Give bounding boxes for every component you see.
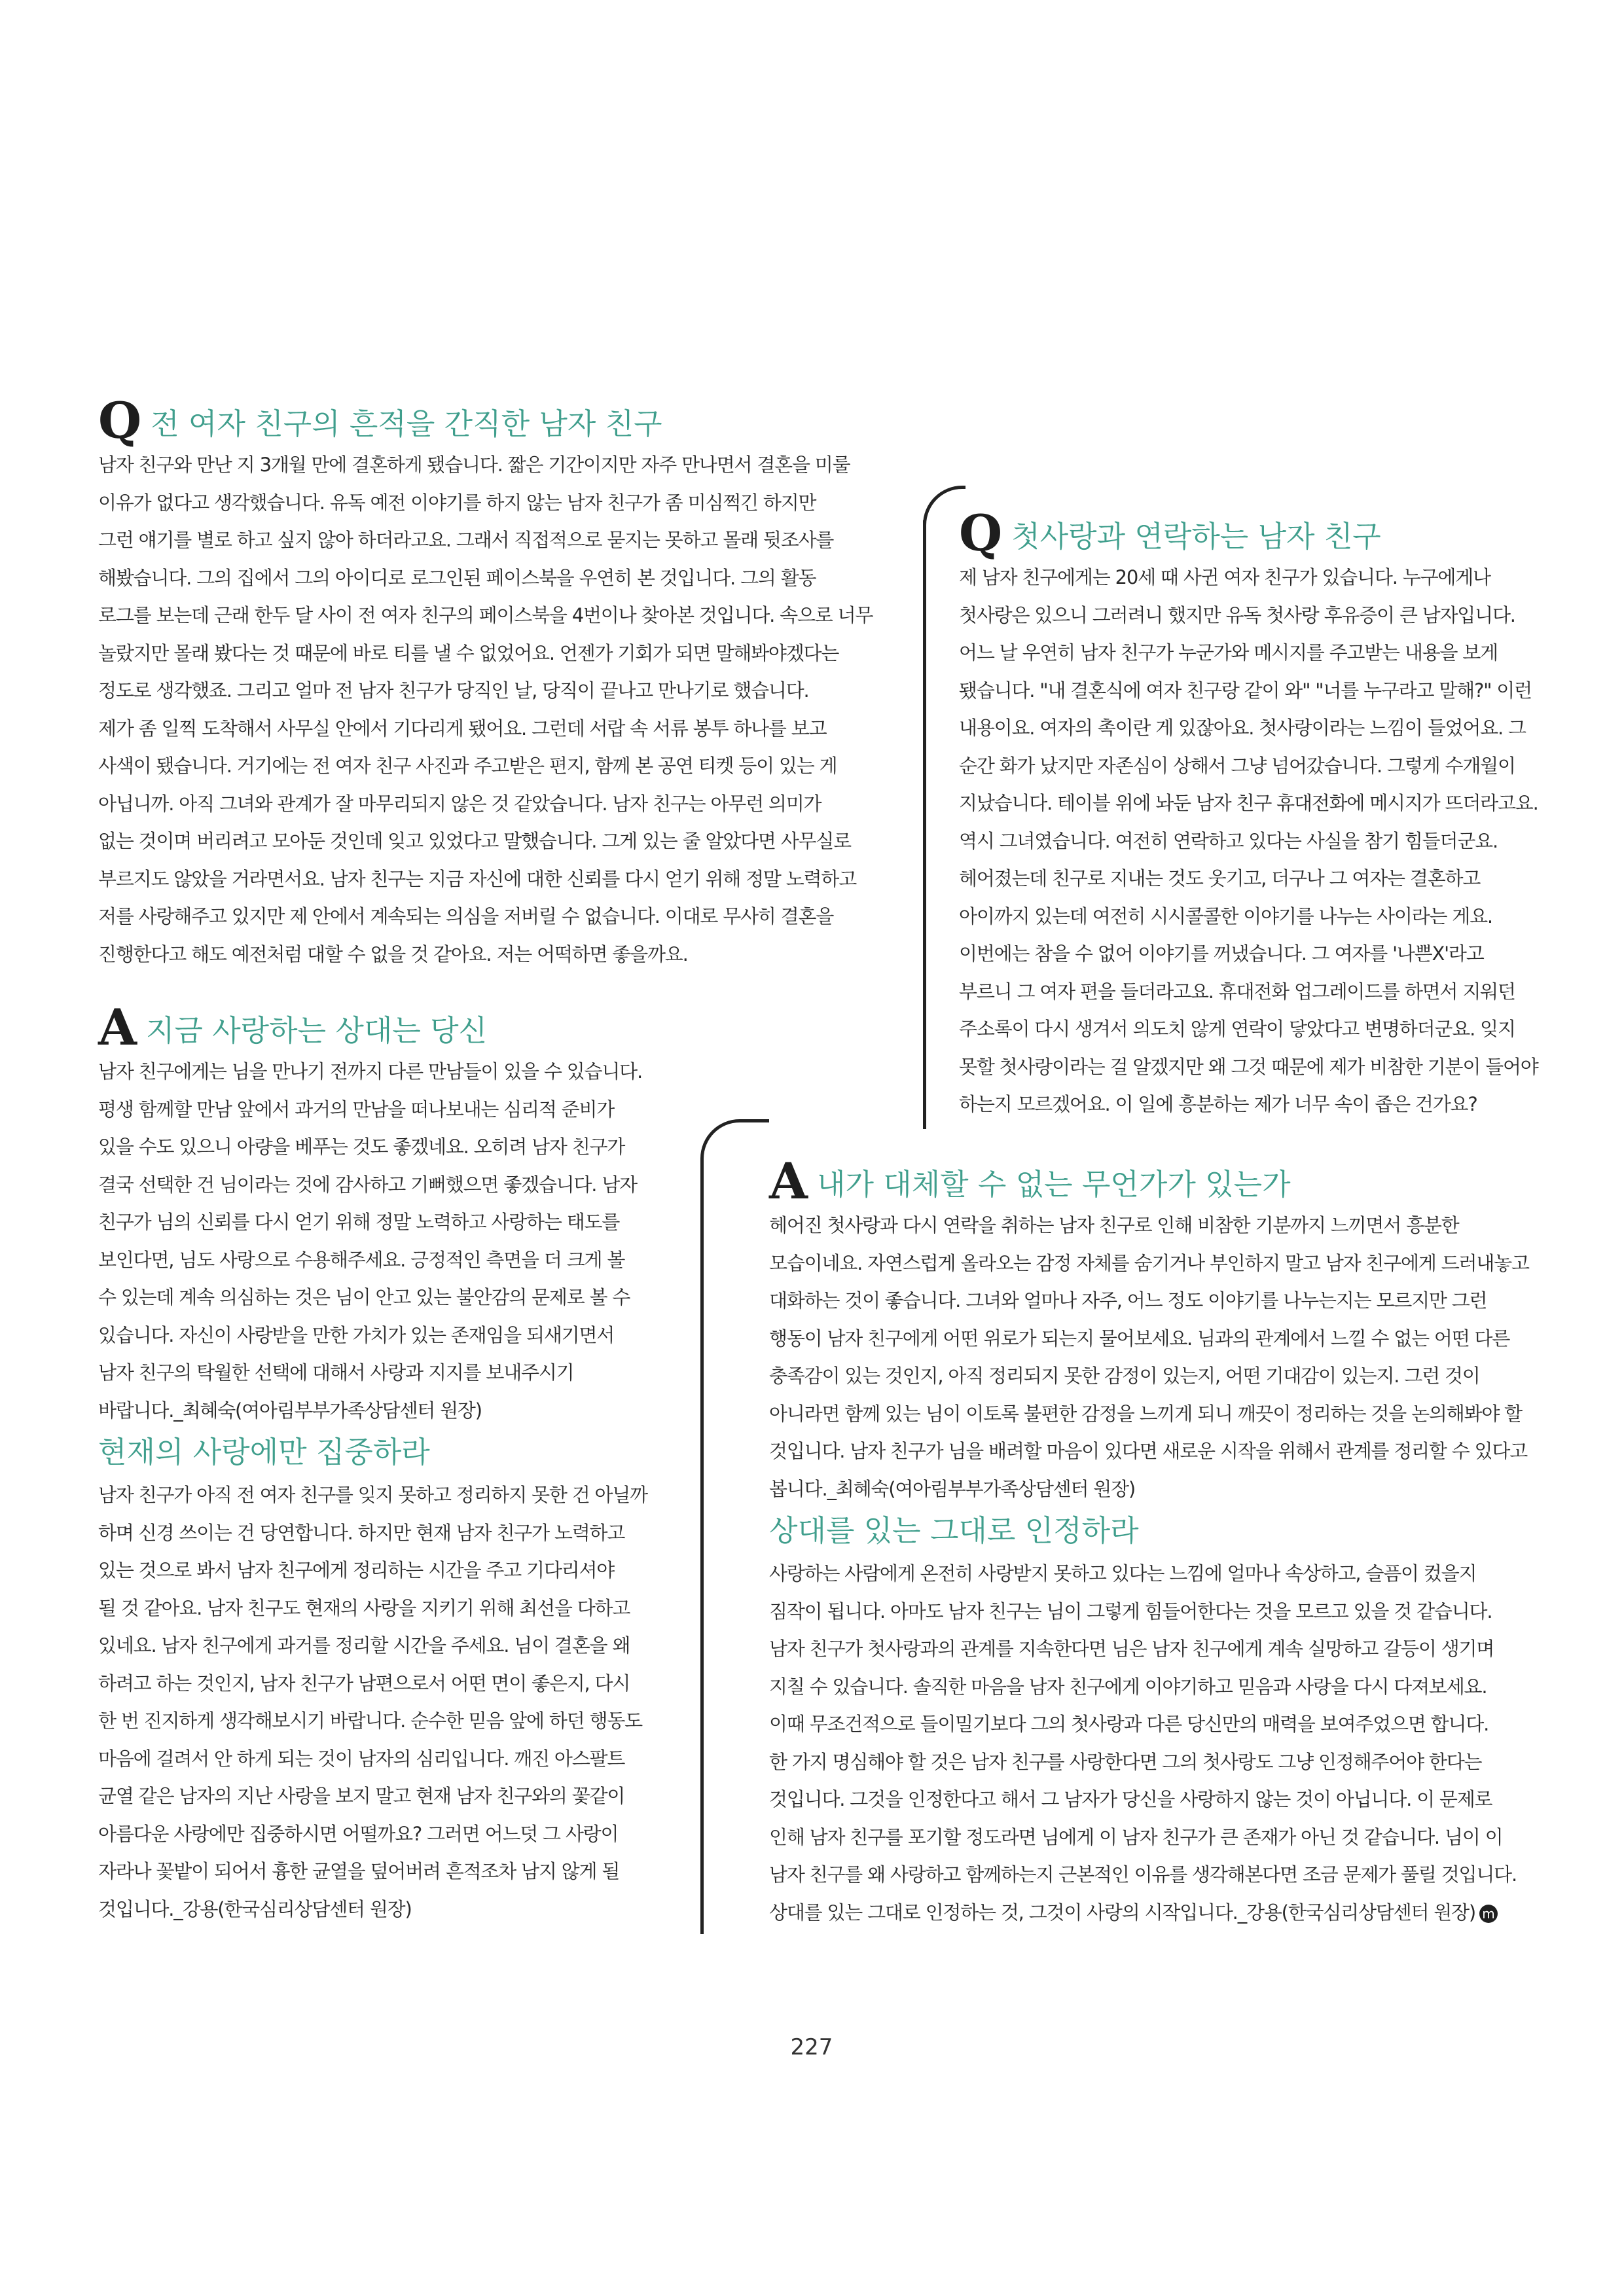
question-2-body (959, 559, 1587, 1124)
body-line: 수 있는데 계속 의심하는 것은 님이 안고 있는 불안감의 문제로 볼 수 (98, 1286, 630, 1308)
body-line: 평생 함께할 만남 앞에서 과거의 만남을 떠나보내는 심리적 준비가 (98, 1098, 615, 1121)
body-line: 보인다면, 님도 사랑으로 수용해주세요. 긍정적인 측면을 더 크게 볼 (98, 1248, 625, 1271)
body-line: 이유가 없다고 생각했습니다. 유독 예전 이야기를 하지 않는 남자 친구가 좀 미심쩍긴 하지만 (98, 491, 816, 514)
body-line: 것입니다._강용(한국심리상담센터 원장) (98, 1897, 412, 1920)
body-line: 있습니다. 자신이 사랑받을 만한 가치가 있는 존재임을 되새기면서 (98, 1323, 615, 1346)
body-line: 첫사랑은 있으니 그러려니 했지만 유독 첫사랑 후유증이 큰 남자입니다. (959, 603, 1515, 626)
answer-2-body-2 (769, 1555, 1587, 1931)
body-line: 자라나 꽃밭이 되어서 흉한 균열을 덮어버려 흔적조차 남지 않게 될 (98, 1860, 620, 1882)
body-line: 인해 남자 친구를 포기할 정도라면 님에게 이 남자 친구가 큰 존재가 아닌 것 같습니다. 님이 이 (769, 1825, 1503, 1848)
body-line: 사랑하는 사람에게 온전히 사랑받지 못하고 있다는 느낌에 얼마나 속상하고, 슬픔이 컸을지 (769, 1562, 1477, 1585)
answer-2-title: 내가 대체할 수 없는 무언가가 있는가 (816, 1167, 1291, 1202)
question-1-title: 전 여자 친구의 흔적을 간직한 남자 친구 (151, 406, 662, 441)
question-1 (98, 391, 910, 973)
question-2-title: 첫사랑과 연락하는 남자 친구 (1011, 519, 1381, 554)
body-line: 이번에는 참을 수 없어 이야기를 꺼냈습니다. 그 여자를 '나쁜X'라고 (959, 942, 1484, 965)
body-line: 역시 그녀였습니다. 여전히 연락하고 있다는 사실을 참기 힘들더군요. (959, 829, 1498, 852)
body-line: 한 가지 명심해야 할 것은 남자 친구를 사랑한다면 그의 첫사랑도 그냥 인정해주어야 한다는 (769, 1750, 1482, 1773)
answer-2-subtitle: 상대를 있는 그대로 인정하라 (769, 1513, 1139, 1548)
body-line: 있을 수도 있으니 아량을 베푸는 것도 좋겠네요. 오히려 남자 친구가 (98, 1136, 625, 1158)
body-line: 아니라면 함께 있는 님이 이토록 불편한 감정을 느끼게 되니 깨끗이 정리하는 것을 논의해봐야 할 (769, 1402, 1522, 1425)
body-line-text: 상대를 있는 그대로 인정하는 것, 그것이 사랑의 시작입니다._강용(한국심리상담센터 원장) (769, 1901, 1476, 1924)
question-letter: Q (959, 504, 1003, 562)
body-line: 부르지도 않았을 거라면서요. 남자 친구는 지금 자신에 대한 신뢰를 다시 얻기 위해 정말 노력하고 (98, 867, 857, 890)
body-line: 헤어졌는데 친구로 지내는 것도 웃기고, 더구나 그 여자는 결혼하고 (959, 867, 1481, 889)
body-line: 것입니다. 그것을 인정한다고 해서 그 남자가 당신을 사랑하지 않는 것이 아닙니다. 이 문제로 (769, 1788, 1492, 1810)
body-line: 그런 얘기를 별로 하고 싶지 않아 하더라고요. 그래서 직접적으로 묻지는 못하고 몰래 뒷조사를 (98, 529, 834, 551)
body-line: 주소록이 다시 생겨서 의도치 않게 연락이 닿았다고 변명하더군요. 잊지 (959, 1018, 1515, 1040)
body-line: 남자 친구에게는 님을 만나기 전까지 다른 만남들이 있을 수 있습니다. (98, 1060, 642, 1083)
body-line: 남자 친구가 아직 전 여자 친구를 잊지 못하고 정리하지 못한 건 아닐까 (98, 1484, 647, 1506)
body-line: 아름다운 사랑에만 집중하시면 어떨까요? 그러면 어느덧 그 사랑이 (98, 1822, 619, 1845)
body-line: 내용이요. 여자의 촉이란 게 있잖아요. 첫사랑이라는 느낌이 들었어요. 그 (959, 717, 1526, 739)
page-number: 227 (790, 2034, 833, 2060)
body-line: 남자 친구가 첫사랑과의 관계를 지속한다면 님은 남자 친구에게 계속 실망하고 갈등이 생기며 (769, 1638, 1494, 1660)
body-line: 남자 친구를 왜 사랑하고 함께하는지 근본적인 이유를 생각해본다면 조금 문제가 풀릴 것입니다. (769, 1863, 1517, 1886)
body-line: 부르니 그 여자 편을 들더라고요. 휴대전화 업그레이드를 하면서 지워던 (959, 980, 1515, 1003)
body-line: 놀랐지만 몰래 봤다는 것 때문에 바로 티를 낼 수 없었어요. 언젠가 기회가 되면 말해봐야겠다는 (98, 641, 839, 664)
body-line: 못할 첫사랑이라는 걸 알겠지만 왜 그것 때문에 제가 비참한 기분이 들어야 (959, 1055, 1538, 1078)
answer-letter: A (769, 1152, 808, 1210)
question-1-body (98, 446, 910, 973)
answer-1-title: 지금 사랑하는 상대는 당신 (145, 1013, 488, 1048)
body-line: 어느 날 우연히 남자 친구가 누군가와 메시지를 주고받는 내용을 보게 (959, 641, 1498, 664)
a2-bracket-line (700, 1158, 704, 1934)
body-line: 한 번 진지하게 생각해보시기 바랍니다. 순수한 믿음 앞에 하던 행동도 (98, 1710, 642, 1732)
answer-1 (98, 998, 687, 1928)
question-letter: Q (98, 391, 142, 450)
body-line: 될 것 같아요. 남자 친구도 현재의 사랑을 지키기 위해 최선을 다하고 (98, 1596, 630, 1619)
body-line: 하려고 하는 것인지, 남자 친구가 남편으로서 어떤 면이 좋은지, 다시 (98, 1672, 630, 1695)
body-line: 헤어진 첫사랑과 다시 연락을 취하는 남자 친구로 인해 비참한 기분까지 느끼면서 흥분한 (769, 1214, 1459, 1236)
body-line: 짐작이 됩니다. 아마도 남자 친구는 님이 그렇게 힘들어한다는 것을 모르고 있을 것 같습니다. (769, 1600, 1492, 1623)
body-line: 친구가 님의 신뢰를 다시 얻기 위해 정말 노력하고 사랑하는 태도를 (98, 1211, 620, 1233)
body-line: 저를 사랑해주고 있지만 제 안에서 계속되는 의심을 저버릴 수 없습니다. 이대로 무사히 결혼을 (98, 905, 834, 927)
body-line: 지칠 수 있습니다. 솔직한 마음을 남자 친구에게 이야기하고 믿음과 사랑을 다시 다져보세요. (769, 1675, 1487, 1698)
answer-1-heading (98, 998, 687, 1056)
body-line: 충족감이 있는 것인지, 아직 정리되지 못한 감정이 있는지, 어떤 기대감이 있는지. 그런 것이 (769, 1365, 1480, 1387)
body-line: 제 남자 친구에게는 20세 때 사귄 여자 친구가 있습니다. 누구에게나 (959, 566, 1490, 588)
body-line: 제가 좀 일찍 도착해서 사무실 안에서 기다리게 됐어요. 그런데 서랍 속 서류 봉투 하나를 보고 (98, 717, 827, 740)
body-line: 해봤습니다. 그의 집에서 그의 아이디로 로그인된 페이스북을 우연히 본 것입니다. 그의 활동 (98, 566, 816, 589)
body-line: 사색이 됐습니다. 거기에는 전 여자 친구 사진과 주고받은 편지, 함께 본 공연 티켓 등이 있는 게 (98, 755, 837, 777)
body-line: 아닙니까. 아직 그녀와 관계가 잘 마무리되지 않은 것 같았습니다. 남자 친구는 아무런 의미가 (98, 792, 821, 815)
answer-2 (769, 1152, 1587, 1931)
answer-1-subtitle: 현재의 사랑에만 집중하라 (98, 1435, 430, 1469)
body-line: 행동이 남자 친구에게 어떤 위로가 되는지 물어보세요. 님과의 관계에서 느낄 수 없는 어떤 다른 (769, 1327, 1510, 1350)
body-line: 것입니다. 남자 친구가 님을 배려할 마음이 있다면 새로운 시작을 위해서 관계를 정리할 수 있다고 (769, 1440, 1528, 1462)
body-line: 이때 무조건적으로 들이밀기보다 그의 첫사랑과 다른 당신만의 매력을 보여주었으면 합니다. (769, 1713, 1489, 1735)
body-line: 결국 선택한 건 님이라는 것에 감사하고 기뻐했으면 좋겠습니다. 남자 (98, 1173, 637, 1196)
body-line: 모습이네요. 자연스럽게 올라오는 감정 자체를 숨기거나 부인하지 말고 남자 친구에게 드러내놓고 (769, 1251, 1529, 1274)
body-line (769, 1894, 1587, 1932)
q2-bracket-line (923, 520, 926, 1129)
body-line: 하는지 모르겠어요. 이 일에 흥분하는 제가 너무 속이 좁은 건가요? (959, 1093, 1477, 1115)
body-line: 마음에 걸려서 안 하게 되는 것이 남자의 심리입니다. 깨진 아스팔트 (98, 1747, 625, 1770)
body-line: 바랍니다._최혜숙(여아림부부가족상담센터 원장) (98, 1399, 482, 1422)
body-line: 로그를 보는데 근래 한두 달 사이 전 여자 친구의 페이스북을 4번이나 찾아본 것입니다. 속으로 너무 (98, 604, 873, 626)
question-2-heading (959, 504, 1587, 562)
body-line: 봅니다._최혜숙(여아림부부가족상담센터 원장) (769, 1477, 1136, 1500)
answer-1-body-2 (98, 1477, 687, 1928)
body-line: 하며 신경 쓰이는 건 당연합니다. 하지만 현재 남자 친구가 노력하고 (98, 1521, 625, 1544)
question-2 (959, 504, 1587, 1124)
a2-bracket-curve (700, 1119, 769, 1168)
question-1-heading (98, 391, 910, 450)
end-mark-icon: m (1479, 1905, 1498, 1923)
body-line: 대화하는 것이 좋습니다. 그녀와 얼마나 자주, 어느 정도 이야기를 나누는지는 모르지만 그런 (769, 1289, 1487, 1312)
body-line: 남자 친구의 탁월한 선택에 대해서 사랑과 지지를 보내주시기 (98, 1361, 574, 1384)
body-line: 없는 것이며 버리려고 모아둔 것인데 잊고 있었다고 말했습니다. 그게 있는 줄 알았다면 사무실로 (98, 830, 851, 852)
body-line: 균열 같은 남자의 지난 사랑을 보지 말고 현재 남자 친구와의 꽃같이 (98, 1785, 625, 1807)
body-line: 됐습니다. "내 결혼식에 여자 친구랑 같이 와" "너를 누구라고 말해?" 이런 (959, 679, 1532, 702)
body-line: 아이까지 있는데 여전히 시시콜콜한 이야기를 나누는 사이라는 게요. (959, 905, 1492, 927)
body-line: 순간 화가 났지만 자존심이 상해서 그냥 넘어갔습니다. 그렇게 수개월이 (959, 754, 1515, 777)
body-line: 있는 것으로 봐서 남자 친구에게 정리하는 시간을 주고 기다리셔야 (98, 1559, 615, 1581)
answer-2-body (769, 1207, 1587, 1508)
answer-1-body (98, 1053, 687, 1429)
body-line: 지났습니다. 테이블 위에 놔둔 남자 친구 휴대전화에 메시지가 뜨더라고요. (959, 792, 1538, 814)
body-line: 남자 친구와 만난 지 3개월 만에 결혼하게 됐습니다. 짧은 기간이지만 자주 만나면서 결혼을 미룰 (98, 454, 850, 476)
answer-2-heading (769, 1152, 1587, 1210)
body-line: 정도로 생각했죠. 그리고 얼마 전 남자 친구가 당직인 날, 당직이 끝나고 만나기로 했습니다. (98, 679, 809, 702)
body-line: 진행한다고 해도 예전처럼 대할 수 없을 것 같아요. 저는 어떡하면 좋을까요. (98, 942, 688, 965)
answer-letter: A (98, 998, 137, 1056)
body-line: 있네요. 남자 친구에게 과거를 정리할 시간을 주세요. 님이 결혼을 왜 (98, 1634, 630, 1657)
